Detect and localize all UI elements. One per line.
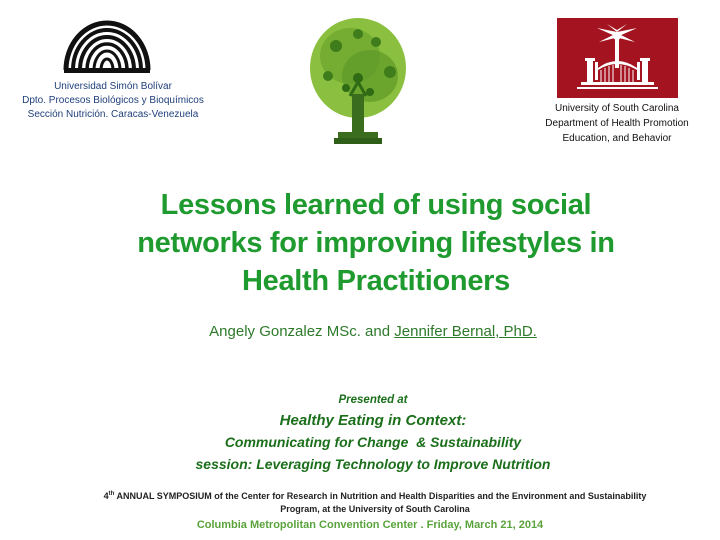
symposium-ordinal: 4 [103, 491, 109, 501]
usb-line-2: Dpto. Procesos Biológicos y Bioquímicos [22, 95, 204, 106]
tree-people-icon [306, 16, 410, 146]
page-title [70, 186, 682, 300]
usb-emblem-icon [62, 16, 152, 74]
symposium-info [40, 488, 710, 516]
presented-at-label: Presented at [338, 394, 408, 406]
usb-institution [8, 80, 218, 122]
usb-line-1: Universidad Simón Bolívar [54, 81, 172, 92]
author-secondary-link[interactable]: Jennifer Bernal, PhD. [394, 323, 537, 340]
event-name: Healthy Eating in Context: [279, 412, 467, 429]
title-line-1: Lessons learned of using social [160, 189, 592, 221]
author-primary: Angely Gonzalez MSc. and [209, 323, 395, 340]
title-line-2: networks for improving lifestyles in [137, 227, 615, 259]
palmetto-gate-icon [557, 18, 678, 98]
venue-date: Columbia Metropolitan Convention Center . Friday, March 21, 2014 [196, 519, 544, 531]
symposium-line-1 [40, 488, 710, 503]
usc-line-1: University of South Carolina [555, 103, 679, 114]
symposium-ordinal-suffix: th [108, 491, 115, 497]
usc-line-3: Education, and Behavior [562, 133, 672, 144]
symposium-title: ANNUAL SYMPOSIUM of the Center for Research in Nutrition and Health Disparities and the Environment and Sustainability [114, 491, 647, 501]
title-line-3: Health Practitioners [242, 265, 510, 297]
event-theme: Communicating for Change & Sustainability [224, 434, 522, 450]
symposium-line-2: Program, at the University of South Carolina [280, 504, 470, 514]
usb-line-3: Sección Nutrición. Caracas-Venezuela [27, 109, 199, 120]
authors [0, 323, 720, 340]
usc-institution [522, 101, 712, 146]
usc-line-2: Department of Health Promotion [545, 118, 689, 129]
session-name: session: Leveraging Technology to Improve Nutrition [195, 456, 551, 472]
